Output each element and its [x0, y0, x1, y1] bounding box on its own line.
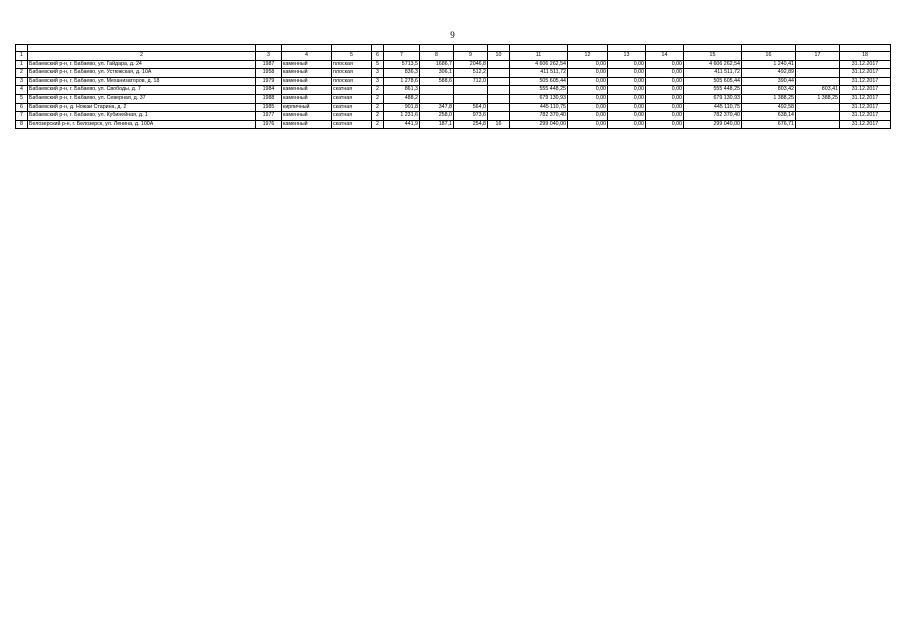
area-b: 2046,8: [454, 60, 488, 69]
table-row: [16, 120, 891, 129]
cost-col-15: 782 370,40: [684, 112, 742, 121]
year-built: 1977: [256, 112, 282, 121]
residents: [488, 86, 510, 95]
roof-type: плоская: [332, 77, 372, 86]
cost-total: 679 130,93: [510, 94, 568, 103]
completion-date: 31.12.2017: [840, 94, 891, 103]
total-area: 1 231,6: [384, 112, 420, 121]
area-a: 347,8: [420, 103, 454, 112]
header-row: [16, 45, 891, 52]
row-number: 2: [16, 69, 28, 78]
page-number: 9: [450, 30, 455, 40]
cost-col-14: 0,00: [646, 112, 684, 121]
area-a: 588,6: [420, 77, 454, 86]
cost-per-sqm: 1 240,41: [742, 60, 796, 69]
wall-material: каменный: [282, 60, 332, 69]
cost-col-12: 0,00: [568, 120, 608, 129]
table-row: [16, 103, 891, 112]
cost-total: 555 448,25: [510, 86, 568, 95]
cost-per-sqm: 638,14: [742, 112, 796, 121]
column-number: 15: [684, 52, 742, 61]
wall-material: каменный: [282, 94, 332, 103]
row-number: 5: [16, 94, 28, 103]
limit-cost: 803,41: [796, 86, 840, 95]
area-b: 564,0: [454, 103, 488, 112]
completion-date: 31.12.2017: [840, 60, 891, 69]
cost-col-14: 0,00: [646, 69, 684, 78]
total-area: 488,2: [384, 94, 420, 103]
column-number: 13: [608, 52, 646, 61]
wall-material: кирпичный: [282, 103, 332, 112]
table-row: [16, 112, 891, 121]
wall-material: каменный: [282, 69, 332, 78]
cost-total: 411 511,72: [510, 69, 568, 78]
row-number: 3: [16, 77, 28, 86]
limit-cost: [796, 120, 840, 129]
table-row: [16, 60, 891, 69]
total-area: 861,3: [384, 86, 420, 95]
column-number: 9: [454, 52, 488, 61]
floors: 2: [372, 94, 384, 103]
row-number: 6: [16, 103, 28, 112]
floors: 3: [372, 77, 384, 86]
total-area: 1 278,6: [384, 77, 420, 86]
residents: [488, 103, 510, 112]
year-built: 1976: [256, 120, 282, 129]
cost-col-15: 505 605,44: [684, 77, 742, 86]
column-number: 6: [372, 52, 384, 61]
roof-type: скатная: [332, 120, 372, 129]
roof-type: скатная: [332, 103, 372, 112]
wall-material: каменный: [282, 77, 332, 86]
floors: 2: [372, 112, 384, 121]
wall-material: каменный: [282, 112, 332, 121]
year-built: 1958: [256, 69, 282, 78]
cost-col-15: 679 130,93: [684, 94, 742, 103]
cost-col-12: 0,00: [568, 86, 608, 95]
table-row: [16, 86, 891, 95]
cost-col-12: 0,00: [568, 77, 608, 86]
wall-material: каменный: [282, 120, 332, 129]
column-number: 2: [28, 52, 256, 61]
area-a: [420, 94, 454, 103]
cost-col-13: 0,00: [608, 69, 646, 78]
column-number: 1: [16, 52, 28, 61]
cost-col-12: 0,00: [568, 103, 608, 112]
cost-per-sqm: 492,89: [742, 69, 796, 78]
total-area: 441,9: [384, 120, 420, 129]
wall-material: каменный: [282, 86, 332, 95]
roof-type: плоская: [332, 60, 372, 69]
column-number: 10: [488, 52, 510, 61]
cost-col-12: 0,00: [568, 69, 608, 78]
cost-per-sqm: 1 388,25: [742, 94, 796, 103]
address: Бабаевский р-н, д. Ножаи Старина, д. 2: [28, 103, 256, 112]
completion-date: 31.12.2017: [840, 112, 891, 121]
cost-col-13: 0,00: [608, 103, 646, 112]
row-number: 7: [16, 112, 28, 121]
residents: 16: [488, 120, 510, 129]
limit-cost: [796, 77, 840, 86]
cost-per-sqm: 390,44: [742, 77, 796, 86]
column-number-row: [16, 52, 891, 61]
limit-cost: [796, 60, 840, 69]
cost-col-14: 0,00: [646, 77, 684, 86]
area-b: 712,0: [454, 77, 488, 86]
cost-col-13: 0,00: [608, 60, 646, 69]
register-table: [15, 44, 891, 129]
column-number: 8: [420, 52, 454, 61]
roof-type: скатная: [332, 112, 372, 121]
total-area: 5713,5: [384, 60, 420, 69]
floors: 2: [372, 120, 384, 129]
floors: 5: [372, 60, 384, 69]
cost-col-13: 0,00: [608, 77, 646, 86]
cost-col-14: 0,00: [646, 103, 684, 112]
floors: 3: [372, 69, 384, 78]
roof-type: плоская: [332, 69, 372, 78]
cost-per-sqm: 803,42: [742, 86, 796, 95]
cost-col-13: 0,00: [608, 112, 646, 121]
cost-col-15: 555 448,25: [684, 86, 742, 95]
address: Бабаевский р-н, г. Бабаево, ул. Гайдара, д. 24: [28, 60, 256, 69]
address: Бабаевский р-н, г. Бабаево, ул. Механизаторов, д. 18: [28, 77, 256, 86]
column-number: 17: [796, 52, 840, 61]
cost-col-13: 0,00: [608, 86, 646, 95]
address: Бабаевский р-н, г. Бабаево, ул. Северная, д. 37: [28, 94, 256, 103]
table-row: [16, 94, 891, 103]
column-number: 4: [282, 52, 332, 61]
floors: 2: [372, 103, 384, 112]
roof-type: скатная: [332, 94, 372, 103]
cost-col-14: 0,00: [646, 86, 684, 95]
limit-cost: [796, 69, 840, 78]
area-b: 973,6: [454, 112, 488, 121]
table-row: [16, 77, 891, 86]
limit-cost: [796, 103, 840, 112]
cost-total: 4 606 262,54: [510, 60, 568, 69]
area-b: 512,2: [454, 69, 488, 78]
address: Бабаевский р-н, г. Бабаево, ул. Кубинейная, д. 1: [28, 112, 256, 121]
cost-total: 445 110,75: [510, 103, 568, 112]
completion-date: 31.12.2017: [840, 103, 891, 112]
cost-col-13: 0,00: [608, 94, 646, 103]
floors: 2: [372, 86, 384, 95]
cost-total: 505 605,44: [510, 77, 568, 86]
area-a: 306,1: [420, 69, 454, 78]
cost-total: 299 040,00: [510, 120, 568, 129]
address: Белозерский р-н, г. Белозерск, ул. Ленина, д. 100А: [28, 120, 256, 129]
cost-total: 782 370,40: [510, 112, 568, 121]
cost-col-15: 4 606 262,54: [684, 60, 742, 69]
table-row: [16, 69, 891, 78]
year-built: 1979: [256, 77, 282, 86]
completion-date: 31.12.2017: [840, 120, 891, 129]
column-number: 12: [568, 52, 608, 61]
row-number: 1: [16, 60, 28, 69]
column-number: 11: [510, 52, 568, 61]
year-built: 1984: [256, 86, 282, 95]
residents: [488, 112, 510, 121]
year-built: 1988: [256, 94, 282, 103]
area-a: 1686,7: [420, 60, 454, 69]
column-number: 3: [256, 52, 282, 61]
residents: [488, 69, 510, 78]
cost-col-12: 0,00: [568, 94, 608, 103]
year-built: 1985: [256, 103, 282, 112]
cost-col-14: 0,00: [646, 60, 684, 69]
cost-col-15: 299 040,00: [684, 120, 742, 129]
residents: [488, 77, 510, 86]
column-number: 5: [332, 52, 372, 61]
column-number: 7: [384, 52, 420, 61]
cost-col-13: 0,00: [608, 120, 646, 129]
area-b: [454, 94, 488, 103]
column-number: 16: [742, 52, 796, 61]
total-area: 836,3: [384, 69, 420, 78]
limit-cost: [796, 112, 840, 121]
year-built: 1987: [256, 60, 282, 69]
cost-col-15: 445 110,75: [684, 103, 742, 112]
column-number: 14: [646, 52, 684, 61]
cost-per-sqm: 676,71: [742, 120, 796, 129]
cost-per-sqm: 492,58: [742, 103, 796, 112]
address: Бабаевский р-н, г. Бабаево, ул. Устюжская, д. 10А: [28, 69, 256, 78]
area-a: [420, 86, 454, 95]
residents: [488, 94, 510, 103]
area-a: 187,1: [420, 120, 454, 129]
address: Бабаевский р-н, г. Бабаево, ул. Свободы, д. 7: [28, 86, 256, 95]
area-a: 258,0: [420, 112, 454, 121]
roof-type: скатная: [332, 86, 372, 95]
limit-cost: 1 388,25: [796, 94, 840, 103]
total-area: 901,8: [384, 103, 420, 112]
area-b: [454, 86, 488, 95]
residents: [488, 60, 510, 69]
cost-col-14: 0,00: [646, 94, 684, 103]
completion-date: 31.12.2017: [840, 77, 891, 86]
cost-col-12: 0,00: [568, 60, 608, 69]
cost-col-12: 0,00: [568, 112, 608, 121]
completion-date: 31.12.2017: [840, 69, 891, 78]
cost-col-14: 0,00: [646, 120, 684, 129]
column-number: 18: [840, 52, 891, 61]
cost-col-15: 411 511,72: [684, 69, 742, 78]
row-number: 4: [16, 86, 28, 95]
area-b: 254,8: [454, 120, 488, 129]
row-number: 8: [16, 120, 28, 129]
completion-date: 31.12.2017: [840, 86, 891, 95]
